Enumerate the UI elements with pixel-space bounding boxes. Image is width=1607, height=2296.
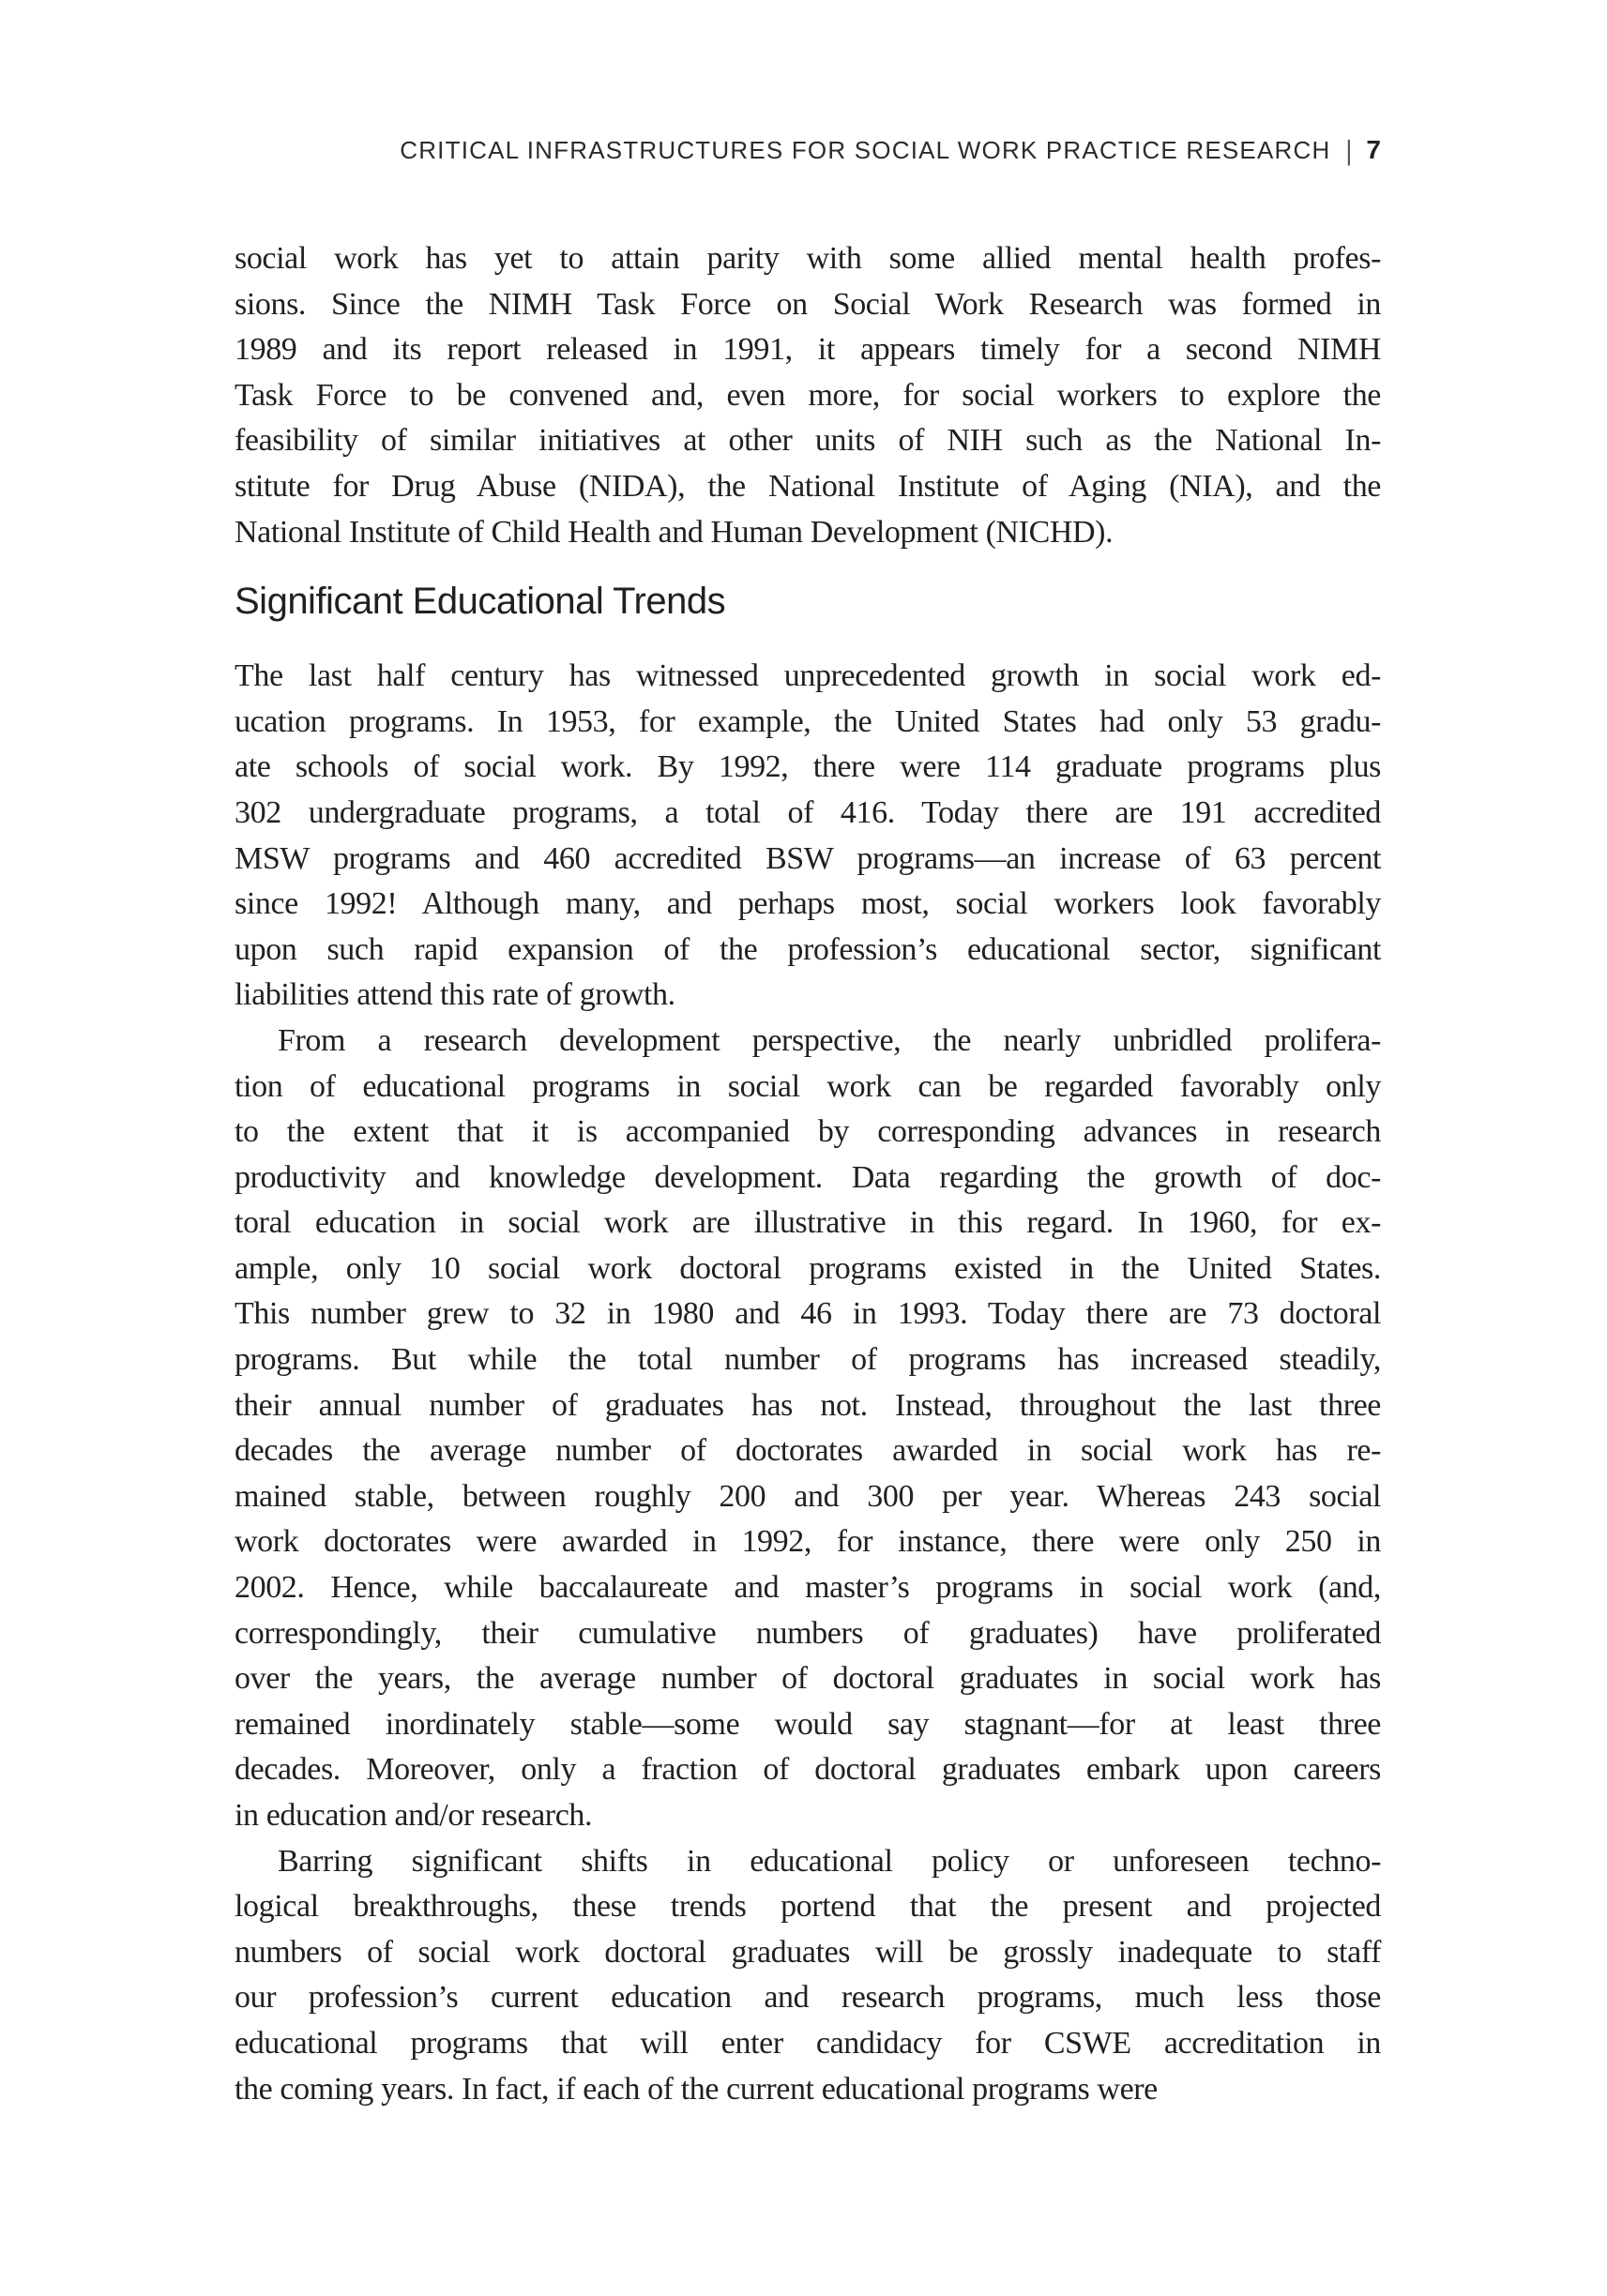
running-head-separator: |	[1345, 133, 1354, 167]
text-line: upon such rapid expansion of the profession’s educational sector, significant	[235, 931, 1381, 967]
text-line: decades. Moreover, only a fraction of doctoral graduates embark upon careers	[235, 1752, 1381, 1788]
section-heading: Significant Educational Trends	[235, 581, 726, 623]
text-line: mained stable, between roughly 200 and 300 per year. Whereas 243 social	[235, 1478, 1381, 1514]
paragraph	[235, 1839, 1381, 2113]
text-line: liabilities attend this rate of growth.	[235, 977, 675, 1013]
text-line: feasibility of similar initiatives at other units of NIH such as the National In-	[235, 423, 1381, 459]
text-line: to the extent that it is accompanied by corresponding advances in research	[235, 1114, 1381, 1150]
text-line: since 1992! Although many, and perhaps most, social workers look favorably	[235, 886, 1381, 922]
text-line: logical breakthroughs, these trends portend that the present and projected	[235, 1889, 1381, 1925]
text-line: numbers of social work doctoral graduates will be grossly inadequate to staff	[235, 1934, 1381, 1970]
paragraph	[235, 654, 1381, 1019]
text-line: ate schools of social work. By 1992, there were 114 graduate programs plus	[235, 749, 1381, 785]
text-line: ample, only 10 social work doctoral programs existed in the United States.	[235, 1250, 1381, 1286]
text-line: social work has yet to attain parity with some allied mental health profes-	[235, 241, 1381, 276]
text-line: From a research development perspective, the nearly unbridled prolifera-	[278, 1022, 1381, 1058]
text-line: ucation programs. In 1953, for example, the United States had only 53 gradu-	[235, 703, 1381, 739]
running-head-title: CRITICAL INFRASTRUCTURES FOR SOCIAL WORK PRACTICE RESEARCH	[400, 136, 1331, 164]
text-line: over the years, the average number of doctoral graduates in social work has	[235, 1661, 1381, 1697]
text-line: correspondingly, their cumulative numbers of graduates) have proliferated	[235, 1615, 1381, 1651]
paragraph	[235, 1019, 1381, 1839]
text-line: our profession’s current education and research programs, much less those	[235, 1980, 1381, 2016]
text-line: the coming years. In fact, if each of the current educational programs were	[235, 2071, 1158, 2107]
text-line: MSW programs and 460 accredited BSW programs—an increase of 63 percent	[235, 840, 1381, 876]
text-line: Barring significant shifts in educational policy or unforeseen techno-	[278, 1843, 1381, 1879]
text-line: programs. But while the total number of programs has increased steadily,	[235, 1342, 1381, 1378]
text-line: stitute for Drug Abuse (NIDA), the National Institute of Aging (NIA), and the	[235, 468, 1381, 504]
text-line: tion of educational programs in social work can be regarded favorably only	[235, 1068, 1381, 1104]
text-line: educational programs that will enter candidacy for CSWE accreditation in	[235, 2025, 1381, 2061]
text-line: sions. Since the NIMH Task Force on Social Work Research was formed in	[235, 286, 1381, 322]
text-line: in education and/or research.	[235, 1798, 593, 1833]
text-line: decades the average number of doctorates awarded in social work has re-	[235, 1433, 1381, 1469]
running-head	[235, 135, 1381, 165]
text-line: work doctorates were awarded in 1992, for instance, there were only 250 in	[235, 1524, 1381, 1560]
page-number: 7	[1366, 135, 1381, 164]
paragraph	[235, 236, 1381, 555]
text-line: The last half century has witnessed unprecedented growth in social work ed-	[235, 658, 1381, 694]
page-body	[235, 236, 1381, 2112]
text-line: remained inordinately stable—some would say stagnant—for at least three	[235, 1706, 1381, 1742]
text-line: 302 undergraduate programs, a total of 416. Today there are 191 accredited	[235, 794, 1381, 830]
text-line: Task Force to be convened and, even more, for social workers to explore the	[235, 377, 1381, 413]
text-line: 2002. Hence, while baccalaureate and master’s programs in social work (and,	[235, 1570, 1381, 1606]
text-line: National Institute of Child Health and Human Development (NICHD).	[235, 514, 1114, 550]
text-line: 1989 and its report released in 1991, it appears timely for a second NIMH	[235, 332, 1381, 368]
text-line: their annual number of graduates has not. Instead, throughout the last three	[235, 1387, 1381, 1423]
text-line: toral education in social work are illustrative in this regard. In 1960, for ex-	[235, 1205, 1381, 1241]
text-line: This number grew to 32 in 1980 and 46 in 1993. Today there are 73 doctoral	[235, 1296, 1381, 1332]
text-line: productivity and knowledge development. Data regarding the growth of doc-	[235, 1159, 1381, 1195]
